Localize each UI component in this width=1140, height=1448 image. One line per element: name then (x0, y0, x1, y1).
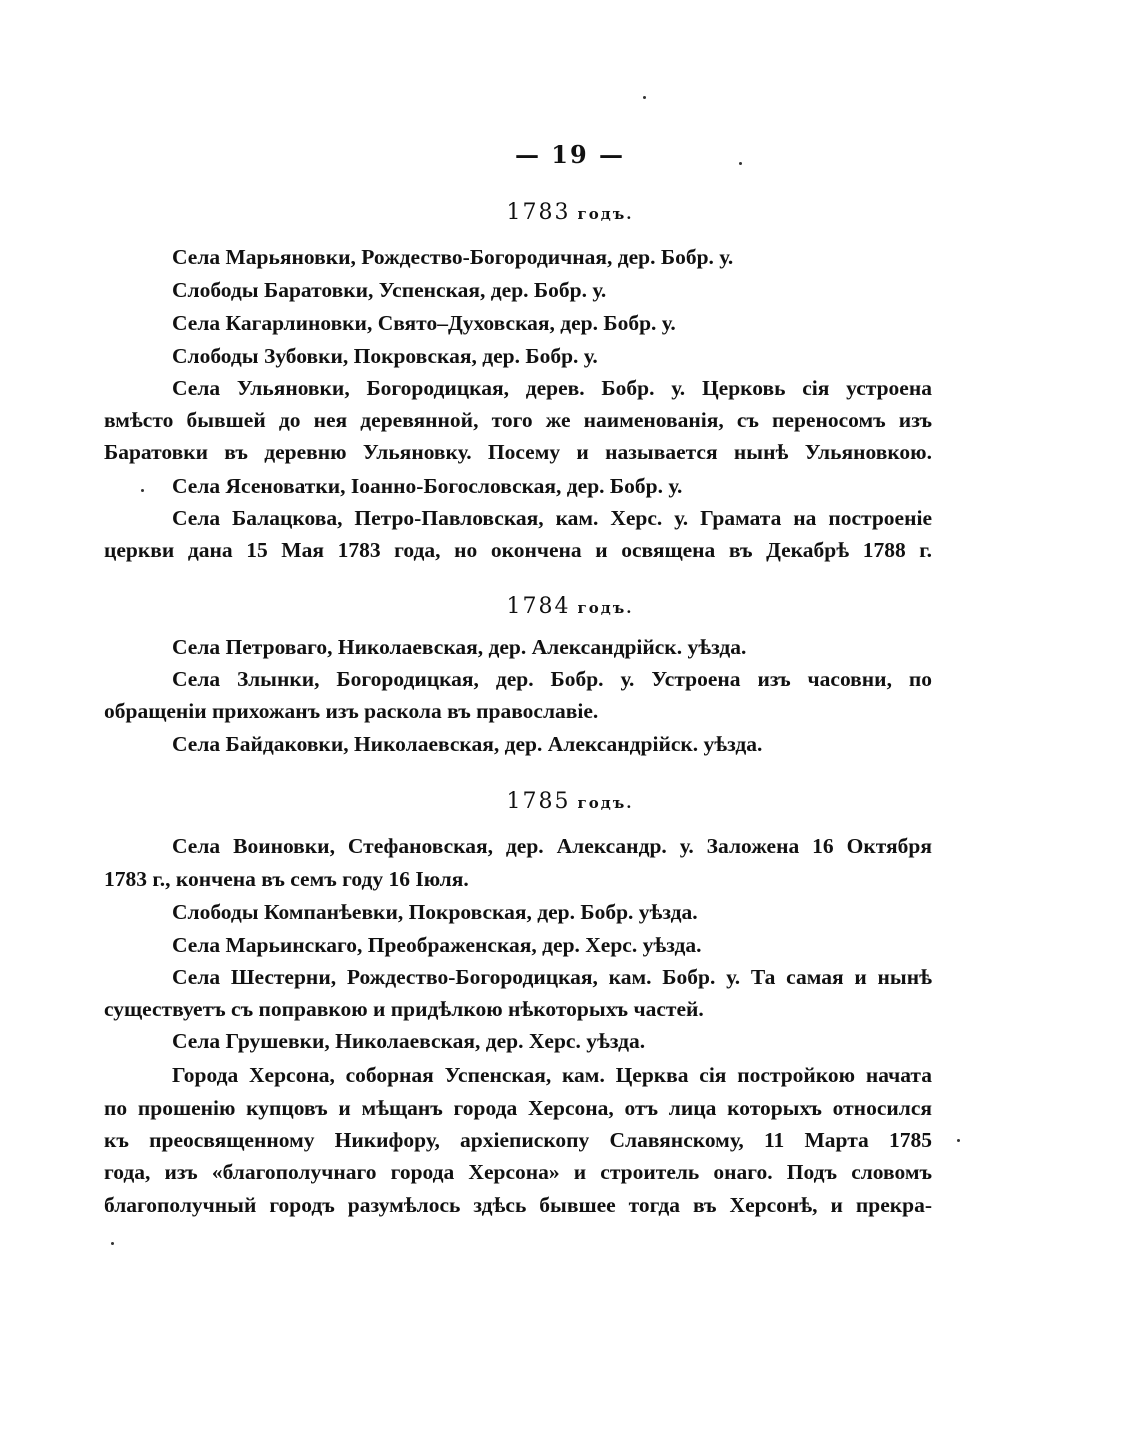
section-heading-1783 (0, 200, 1140, 225)
text-line: Села Петроваго, Николаевская, дер. Александрійск. уѣзда. (172, 635, 747, 659)
section-heading-1785 (0, 789, 1140, 814)
text-line: Села Злынки, Богородицкая, дер. Бобр. у. Устроена изъ часовни, по (172, 667, 932, 691)
text-line: Села Шестерни, Рождество-Богородицкая, кам. Бобр. у. Та самая и нынѣ (172, 965, 932, 989)
text-line: Села Ясеноватки, Іоанно-Богословская, дер. Бобр. у. (172, 474, 683, 498)
text-line: Слободы Зубовки, Покровская, дер. Бобр. у. (172, 344, 598, 368)
page-number: — 19 — (514, 140, 626, 169)
text-line: къ преосвященному Никифору, архіепископу Славянскому, 11 Марта 1785 (104, 1128, 932, 1152)
section-year: 1784 (506, 594, 571, 619)
text-line: Села Ульяновки, Богородицкая, дерев. Бобр. у. Церковь сія устроена (172, 376, 932, 400)
scan-speck (111, 1242, 114, 1245)
text-line: обращеніи прихожанъ изъ раскола въ православіе. (104, 699, 599, 723)
section-label: годъ. (577, 794, 634, 812)
scan-speck (739, 162, 742, 165)
section-label: годъ. (577, 599, 634, 617)
text-line: Города Херсона, соборная Успенская, кам. Церква сія постройкою начата (172, 1063, 932, 1087)
text-line: Слободы Компанѣевки, Покровская, дер. Бобр. уѣзда. (172, 900, 698, 924)
text-line: вмѣсто бывшей до нея деревянной, того же наименованія, съ переносомъ изъ (104, 408, 932, 432)
text-line: Села Воиновки, Стефановская, дер. Александр. у. Заложена 16 Октября (172, 834, 932, 858)
text-line: Слободы Баратовки, Успенская, дер. Бобр. у. (172, 278, 607, 302)
text-line: Села Байдаковки, Николаевская, дер. Александрійск. уѣзда. (172, 732, 763, 756)
section-year: 1783 (506, 200, 571, 225)
text-line: по прошенію купцовъ и мѣщанъ города Херсона, отъ лица которыхъ относился (104, 1096, 932, 1120)
scan-speck (957, 1139, 960, 1142)
text-line: Села Марьинскаго, Преображенская, дер. Херс. уѣзда. (172, 933, 702, 957)
section-year: 1785 (506, 789, 571, 814)
scan-speck (643, 96, 646, 99)
text-line: Села Балацкова, Петро-Павловская, кам. Херс. у. Грамата на построеніе (172, 506, 932, 530)
text-line: церкви дана 15 Мая 1783 года, но окончена и освящена въ Декабрѣ 1788 г. (104, 538, 932, 562)
text-line: Баратовки въ деревню Ульяновку. Посему и называется нынѣ Ульяновкою. (104, 440, 932, 464)
text-line: 1783 г., кончена въ семъ году 16 Іюля. (104, 867, 469, 891)
text-line: года, изъ «благополучнаго города Херсона» и строитель онаго. Подъ словомъ (104, 1160, 932, 1184)
text-line: Села Марьяновки, Рождество-Богородичная, дер. Бобр. у. (172, 245, 734, 269)
scan-speck (141, 489, 144, 492)
text-line: существуетъ съ поправкою и придѣлкою нѣкоторыхъ частей. (104, 997, 704, 1021)
section-heading-1784 (0, 594, 1140, 619)
text-line: Села Грушевки, Николаевская, дер. Херс. уѣзда. (172, 1029, 646, 1053)
section-label: годъ. (577, 205, 634, 223)
text-line: Села Кагарлиновки, Свято–Духовская, дер. Бобр. у. (172, 311, 676, 335)
text-line: благополучный городъ разумѣлось здѣсь бывшее тогда въ Херсонѣ, и прекра- (104, 1193, 932, 1217)
